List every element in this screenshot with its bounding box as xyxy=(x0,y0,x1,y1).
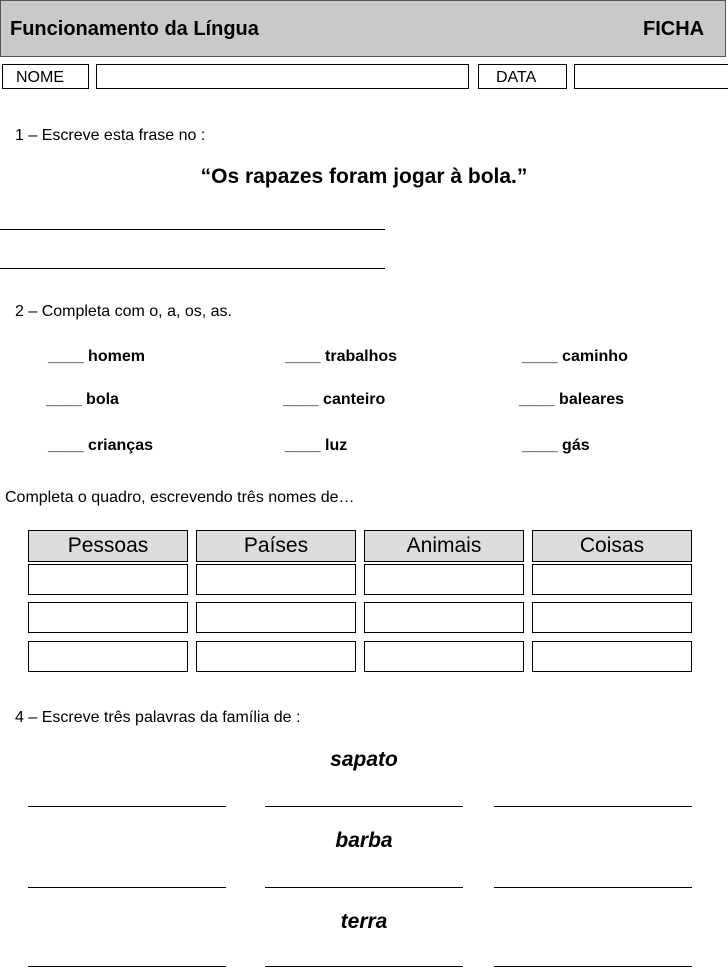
article-item[interactable]: ____ baleares xyxy=(519,391,624,408)
table-cell[interactable] xyxy=(28,602,188,633)
question-3-instruction: Completa o quadro, escrevendo três nomes de… xyxy=(5,489,355,506)
table-cell[interactable] xyxy=(532,602,692,633)
question-1-instruction: 1 – Escreve esta frase no : xyxy=(15,127,206,144)
article-item[interactable]: ____ caminho xyxy=(522,348,628,365)
worksheet-title: Funcionamento da Língua xyxy=(10,18,259,40)
answer-line[interactable] xyxy=(28,806,226,807)
answer-line[interactable] xyxy=(265,887,463,888)
question-4-instruction: 4 – Escreve três palavras da família de : xyxy=(15,709,301,726)
name-field[interactable] xyxy=(96,64,469,89)
worksheet-ficha-label: FICHA xyxy=(643,18,705,40)
article-item[interactable]: ____ gás xyxy=(522,437,590,454)
family-word-terra: terra xyxy=(340,910,388,933)
question-2-instruction: 2 – Completa com o, a, os, as. xyxy=(15,303,232,320)
article-item[interactable]: ____ canteiro xyxy=(283,391,386,408)
table-cell[interactable] xyxy=(364,602,524,633)
date-label: DATA xyxy=(478,64,567,89)
answer-line[interactable] xyxy=(265,966,463,967)
question-1-sentence: “Os rapazes foram jogar à bola.” xyxy=(200,165,528,188)
answer-line[interactable] xyxy=(28,966,226,967)
article-item[interactable]: ____ crianças xyxy=(48,437,153,454)
date-field[interactable] xyxy=(574,64,728,89)
answer-line[interactable] xyxy=(28,887,226,888)
article-item[interactable]: ____ homem xyxy=(48,348,145,365)
article-item[interactable]: ____ luz xyxy=(285,437,348,454)
table-header-coisas: Coisas xyxy=(532,530,692,562)
table-cell[interactable] xyxy=(196,564,356,595)
answer-line[interactable] xyxy=(0,268,385,269)
table-cell[interactable] xyxy=(532,641,692,672)
table-header-pessoas: Pessoas xyxy=(28,530,188,562)
article-item[interactable]: ____ trabalhos xyxy=(285,348,398,365)
table-cell[interactable] xyxy=(364,641,524,672)
answer-line[interactable] xyxy=(0,229,385,230)
table-cell[interactable] xyxy=(28,641,188,672)
name-label: NOME xyxy=(2,64,89,89)
article-item[interactable]: ____ bola xyxy=(46,391,119,408)
table-header-paises: Países xyxy=(196,530,356,562)
table-cell[interactable] xyxy=(364,564,524,595)
answer-line[interactable] xyxy=(265,806,463,807)
family-word-sapato: sapato xyxy=(330,748,398,771)
table-header-animais: Animais xyxy=(364,530,524,562)
table-cell[interactable] xyxy=(196,641,356,672)
answer-line[interactable] xyxy=(494,887,692,888)
table-cell[interactable] xyxy=(532,564,692,595)
family-word-barba: barba xyxy=(335,829,393,852)
table-cell[interactable] xyxy=(196,602,356,633)
table-cell[interactable] xyxy=(28,564,188,595)
answer-line[interactable] xyxy=(494,966,692,967)
answer-line[interactable] xyxy=(494,806,692,807)
